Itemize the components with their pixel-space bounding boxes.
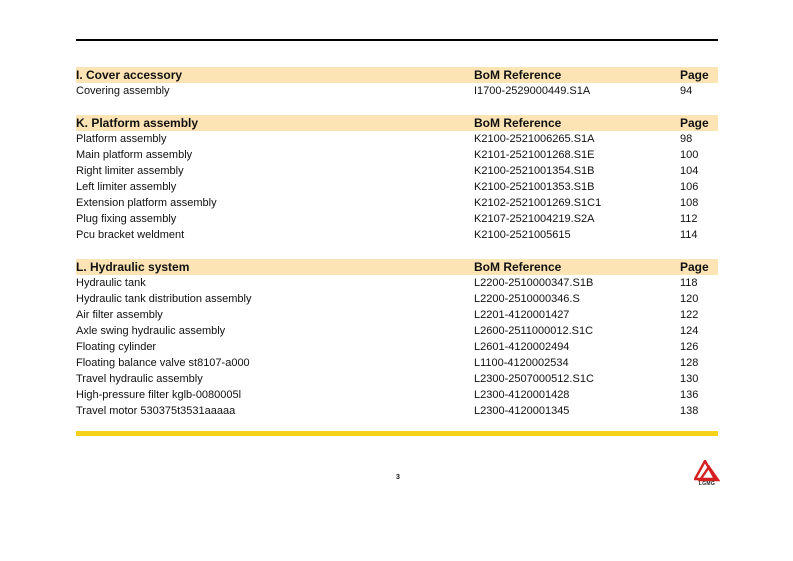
table-row <box>76 227 718 243</box>
table-row <box>76 307 718 323</box>
page-number-cell: 130 <box>680 373 699 385</box>
bom-reference: K2100-2521001353.S1B <box>474 181 595 193</box>
bom-reference-header: BoM Reference <box>474 260 562 274</box>
bom-reference: L2601-4120002494 <box>474 341 570 353</box>
table-row <box>76 163 718 179</box>
part-name: Right limiter assembly <box>76 165 184 177</box>
table-row <box>76 275 718 291</box>
part-name: Covering assembly <box>76 85 170 97</box>
part-name: Hydraulic tank distribution assembly <box>76 293 252 305</box>
table-row <box>76 355 718 371</box>
bom-reference: K2107-2521004219.S2A <box>474 213 595 225</box>
table-row <box>76 83 718 99</box>
lgmg-logo <box>694 460 720 488</box>
section-title: K. Platform assembly <box>76 116 199 130</box>
page-number-cell: 112 <box>680 213 698 225</box>
section-title: I. Cover accessory <box>76 68 183 82</box>
page-number-cell: 108 <box>680 197 699 209</box>
part-name: Floating cylinder <box>76 341 157 353</box>
table-row <box>76 195 718 211</box>
footer-rule <box>76 431 718 436</box>
table-row <box>76 371 718 387</box>
section-header <box>76 67 718 83</box>
page-number-cell: 104 <box>680 165 699 177</box>
part-name: Extension platform assembly <box>76 197 217 209</box>
bom-reference: L2300-4120001345 <box>474 405 570 417</box>
page-header: Page <box>680 116 709 130</box>
part-name: Left limiter assembly <box>76 181 177 193</box>
bom-reference: K2100-2521006265.S1A <box>474 133 595 145</box>
part-name: Platform assembly <box>76 133 167 145</box>
bom-reference: L2200-2510000347.S1B <box>474 277 594 289</box>
table-row <box>76 211 718 227</box>
page-number-cell: 124 <box>680 325 699 337</box>
page-number-cell: 114 <box>680 229 698 241</box>
bom-reference: L1100-4120002534 <box>474 357 569 369</box>
page-number-cell: 122 <box>680 309 699 321</box>
bom-reference: L2600-2511000012.S1C <box>474 325 594 337</box>
part-name: Travel hydraulic assembly <box>76 373 203 385</box>
bom-reference: K2101-2521001268.S1E <box>474 149 595 161</box>
logo-triangle-icon <box>694 460 720 482</box>
section-cover-accessory <box>76 67 718 99</box>
section-header <box>76 259 718 275</box>
logo-text: LGMG <box>698 481 716 487</box>
bom-reference-header: BoM Reference <box>474 68 562 82</box>
page-number-cell: 100 <box>680 149 699 161</box>
table-row <box>76 323 718 339</box>
header-rule <box>76 39 718 41</box>
bom-reference: L2300-4120001428 <box>474 389 570 401</box>
bom-reference: K2102-2521001269.S1C1 <box>474 197 602 209</box>
section-platform-assembly <box>76 115 718 243</box>
bom-reference: K2100-2521005615 <box>474 229 571 241</box>
page-number-cell: 98 <box>680 133 693 145</box>
part-name: Plug fixing assembly <box>76 213 177 225</box>
page-header: Page <box>680 68 709 82</box>
page-number-cell: 120 <box>680 293 699 305</box>
section-hydraulic-system <box>76 259 718 419</box>
table-row <box>76 387 718 403</box>
part-name: Pcu bracket weldment <box>76 229 185 241</box>
table-row <box>76 131 718 147</box>
page-number-cell: 126 <box>680 341 699 353</box>
table-row <box>76 291 718 307</box>
page-number-cell: 136 <box>680 389 699 401</box>
page-number-cell: 94 <box>680 85 693 97</box>
bom-reference: K2100-2521001354.S1B <box>474 165 595 177</box>
section-header <box>76 115 718 131</box>
part-name: Travel motor 530375t3531aaaaa <box>76 405 236 417</box>
part-name: Axle swing hydraulic assembly <box>76 325 226 337</box>
bom-reference: L2200-2510000346.S <box>474 293 580 305</box>
part-name: High-pressure filter kglb-0080005l <box>76 389 242 401</box>
bom-reference: L2201-4120001427 <box>474 309 570 321</box>
page-number-cell: 128 <box>680 357 699 369</box>
bom-reference: I1700-2529000449.S1A <box>474 85 591 97</box>
part-name: Air filter assembly <box>76 309 163 321</box>
table-row <box>76 179 718 195</box>
bom-reference-header: BoM Reference <box>474 116 562 130</box>
table-row <box>76 339 718 355</box>
page-number: 3 <box>396 474 400 481</box>
table-row <box>76 147 718 163</box>
section-title: L. Hydraulic system <box>76 260 190 274</box>
page-number-cell: 106 <box>680 181 699 193</box>
part-name: Hydraulic tank <box>76 277 146 289</box>
page-number-cell: 118 <box>680 277 698 289</box>
table-row <box>76 403 718 419</box>
bom-reference: L2300-2507000512.S1C <box>474 373 594 385</box>
page-number-cell: 138 <box>680 405 699 417</box>
page-header: Page <box>680 260 709 274</box>
part-name: Main platform assembly <box>76 149 193 161</box>
part-name: Floating balance valve st8107-a000 <box>76 357 250 369</box>
